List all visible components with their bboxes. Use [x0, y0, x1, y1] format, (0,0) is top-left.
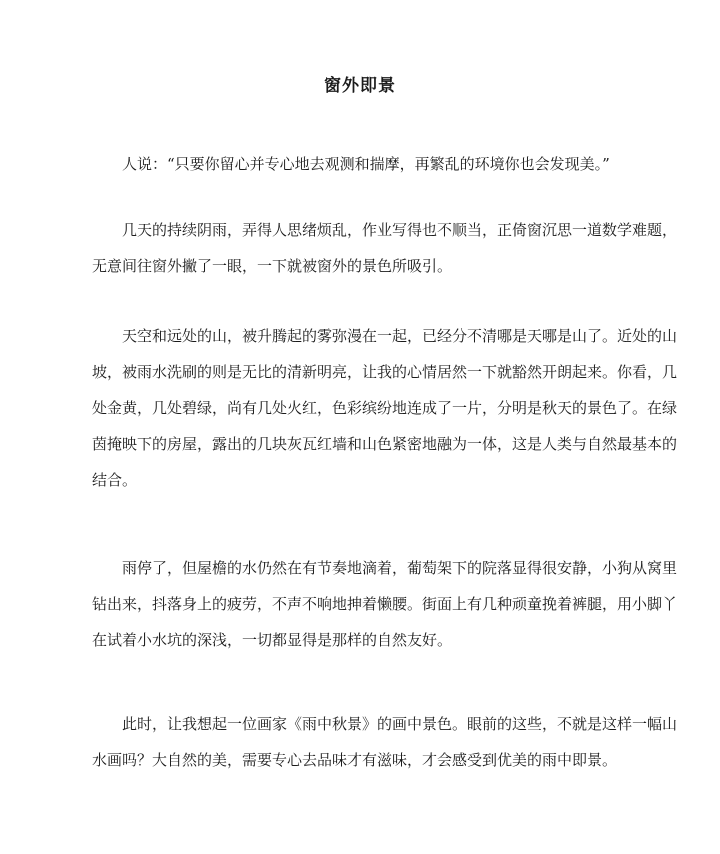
paragraph-2	[92, 212, 678, 284]
paragraph-line: 天空和远处的山，被升腾起的雾弥漫在一起，已经分不清哪是天哪是山了。近处的山	[122, 327, 678, 345]
paragraph-line: 雨停了，但屋檐的水仍然在有节奏地滴着，葡萄架下的院落显得很安静，小狗从窝里	[122, 559, 678, 577]
paragraph-line: 坡，被雨水洗刷的则是无比的清新明亮，让我的心情居然一下就豁然开朗起来。你看，几	[92, 363, 678, 381]
paragraph-3	[92, 318, 678, 498]
page-title: 窗外即景	[324, 76, 396, 96]
paragraph-line: 人说：“只要你留心并专心地去观测和揣摩，再繁乱的环境你也会发现美。”	[122, 155, 610, 173]
paragraph-4	[92, 550, 678, 658]
paragraph-5	[92, 706, 678, 778]
paragraph-line: 无意间往窗外撇了一眼，一下就被窗外的景色所吸引。	[92, 257, 453, 275]
paragraph-line: 茵掩映下的房屋，露出的几块灰瓦红墙和山色紧密地融为一体，这是人类与自然最基本的	[92, 435, 678, 453]
paragraph-line: 钻出来，抖落身上的疲劳，不声不响地抻着懒腰。街面上有几种顽童挽着裤腿，用小脚丫	[92, 595, 678, 613]
paragraph-line: 处金黄，几处碧绿，尚有几处火红，色彩缤纷地连成了一片，分明是秋天的景色了。在绿	[92, 399, 678, 417]
paragraph-line: 此时，让我想起一位画家《雨中秋景》的画中景色。眼前的这些，不就是这样一幅山	[122, 715, 678, 733]
paragraph-line: 水画吗？大自然的美，需要专心去品味才有滋味，才会感受到优美的雨中即景。	[92, 751, 618, 769]
paragraph-1	[92, 146, 640, 182]
paragraph-line: 在试着小水坑的深浅，一切都显得是那样的自然友好。	[92, 631, 453, 649]
paragraph-line: 结合。	[92, 471, 138, 489]
paragraph-line: 几天的持续阴雨，弄得人思绪烦乱，作业写得也不顺当，正倚窗沉思一道数学难题，	[122, 221, 678, 239]
